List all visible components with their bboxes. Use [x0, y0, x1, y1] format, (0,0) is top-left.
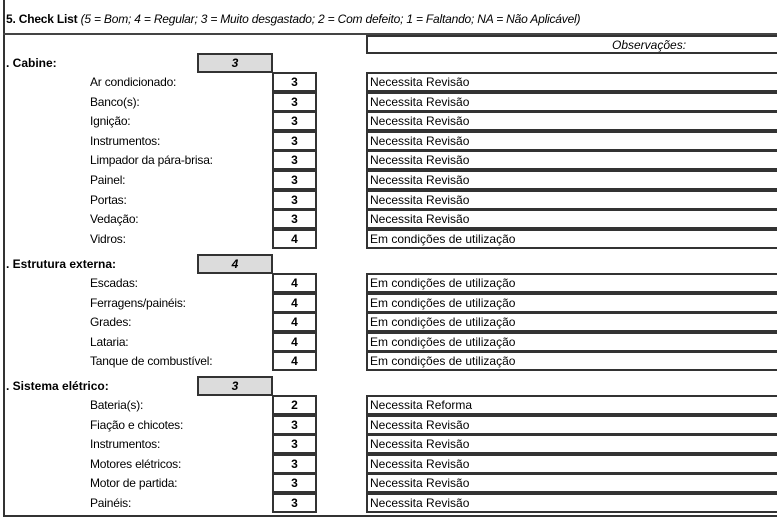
- item-observation-field[interactable]: Em condições de utilização: [366, 312, 777, 332]
- group-score-field[interactable]: 3: [197, 376, 273, 396]
- item-label: Limpador da pára-brisa:: [90, 153, 213, 168]
- item-score-field[interactable]: 3: [272, 493, 317, 513]
- item-label: Instrumentos:: [90, 133, 161, 148]
- item-observation-field[interactable]: Necessita Revisão: [366, 111, 777, 131]
- item-score-field[interactable]: 3: [272, 190, 317, 210]
- item-observation-field[interactable]: Necessita Reforma: [366, 395, 777, 415]
- item-score-field[interactable]: 3: [272, 473, 317, 493]
- item-score-field[interactable]: 3: [272, 170, 317, 190]
- item-observation-field[interactable]: Necessita Revisão: [366, 72, 777, 92]
- item-score-field[interactable]: 4: [272, 312, 317, 332]
- item-score-field[interactable]: 3: [272, 434, 317, 454]
- item-observation-field[interactable]: Em condições de utilização: [366, 229, 777, 249]
- item-label: Motor de partida:: [90, 476, 178, 491]
- item-score-field[interactable]: 4: [272, 229, 317, 249]
- item-label: Escadas:: [90, 276, 138, 290]
- item-observation-field[interactable]: Necessita Revisão: [366, 493, 777, 513]
- item-observation-field[interactable]: Necessita Revisão: [366, 473, 777, 493]
- item-label: Painel:: [90, 173, 126, 187]
- item-score-field[interactable]: 3: [272, 92, 317, 112]
- item-score-field[interactable]: 3: [272, 209, 317, 229]
- item-label: Bateria(s):: [90, 398, 144, 412]
- item-label: Vidros:: [90, 231, 126, 246]
- group-label: . Cabine:: [6, 56, 57, 70]
- item-label: Vedação:: [90, 212, 139, 227]
- item-score-field[interactable]: 4: [272, 293, 317, 313]
- item-observation-field[interactable]: Necessita Revisão: [366, 454, 777, 474]
- item-label: Instrumentos:: [90, 437, 161, 452]
- item-observation-field[interactable]: Em condições de utilização: [366, 293, 777, 313]
- item-score-field[interactable]: 3: [272, 415, 317, 435]
- group-score-field[interactable]: 3: [197, 53, 273, 73]
- item-label: Ignição:: [90, 114, 131, 129]
- item-observation-field[interactable]: Necessita Revisão: [366, 434, 777, 454]
- item-score-field[interactable]: 4: [272, 351, 317, 371]
- item-observation-field[interactable]: Necessita Revisão: [366, 150, 777, 170]
- item-label: Ferragens/painéis:: [90, 295, 186, 310]
- item-observation-field[interactable]: Necessita Revisão: [366, 131, 777, 151]
- item-label: Motores elétricos:: [90, 456, 182, 471]
- group-score-field[interactable]: 4: [197, 254, 273, 274]
- item-label: Fiação e chicotes:: [90, 417, 184, 432]
- rating-legend: (5 = Bom; 4 = Regular; 3 = Muito desgastado; 2 = Com defeito; 1 = Faltando; NA = Não Aplicável): [80, 12, 581, 26]
- item-score-field[interactable]: 3: [272, 111, 317, 131]
- item-label: Banco(s):: [90, 94, 140, 109]
- item-score-field[interactable]: 3: [272, 131, 317, 151]
- item-label: Portas:: [90, 192, 127, 207]
- item-observation-field[interactable]: Necessita Revisão: [366, 190, 777, 210]
- item-score-field[interactable]: 3: [272, 454, 317, 474]
- item-observation-field[interactable]: Necessita Revisão: [366, 415, 777, 435]
- group-label: . Sistema elétrico:: [6, 379, 109, 393]
- item-score-field[interactable]: 3: [272, 150, 317, 170]
- item-label: Tanque de combustível:: [90, 354, 213, 369]
- group-label: . Estrutura externa:: [6, 257, 117, 271]
- item-observation-field[interactable]: Necessita Revisão: [366, 209, 777, 229]
- item-label: Ar condicionado:: [90, 75, 177, 89]
- item-observation-field[interactable]: Em condições de utilização: [366, 351, 777, 371]
- checklist-title: [6, 12, 580, 26]
- observations-label: Observações:: [612, 38, 687, 52]
- item-label: Grades:: [90, 315, 132, 330]
- item-observation-field[interactable]: Em condições de utilização: [366, 273, 777, 293]
- item-score-field[interactable]: 2: [272, 395, 317, 415]
- item-observation-field[interactable]: Em condições de utilização: [366, 332, 777, 352]
- item-label: Lataria:: [90, 334, 129, 349]
- item-score-field[interactable]: 4: [272, 273, 317, 293]
- item-score-field[interactable]: 4: [272, 332, 317, 352]
- item-score-field[interactable]: 3: [272, 72, 317, 92]
- item-label: Painéis:: [90, 496, 132, 510]
- observations-header: [366, 35, 777, 54]
- section-title: 5. Check List: [6, 12, 78, 26]
- item-observation-field[interactable]: Necessita Revisão: [366, 92, 777, 112]
- item-observation-field[interactable]: Necessita Revisão: [366, 170, 777, 190]
